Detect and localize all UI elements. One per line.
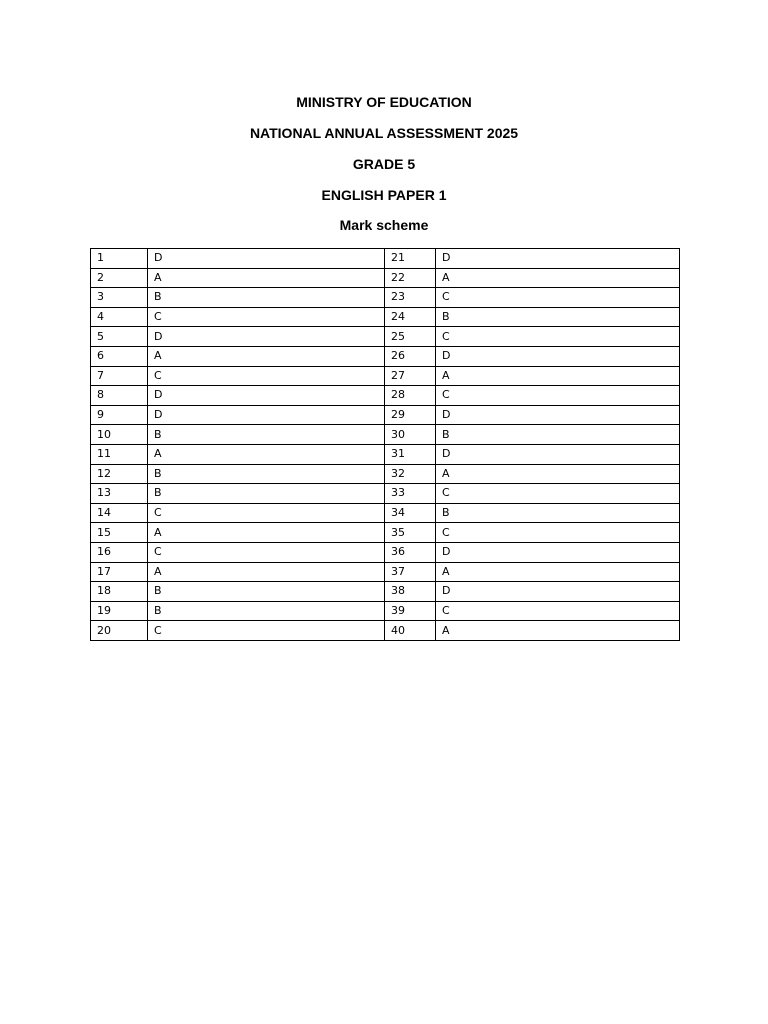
- answer-cell: B: [148, 425, 385, 445]
- answer-cell: D: [436, 346, 680, 366]
- answer-cell: B: [148, 288, 385, 308]
- question-number-cell: 33: [385, 484, 436, 504]
- question-number-cell: 13: [91, 484, 148, 504]
- question-number-cell: 30: [385, 425, 436, 445]
- question-number-cell: 6: [91, 346, 148, 366]
- question-number-cell: 31: [385, 444, 436, 464]
- question-number-cell: 28: [385, 386, 436, 406]
- answer-cell: A: [148, 562, 385, 582]
- answer-cell: C: [148, 542, 385, 562]
- question-number-cell: 32: [385, 464, 436, 484]
- answer-cell: B: [148, 464, 385, 484]
- answer-cell: C: [436, 523, 680, 543]
- question-number-cell: 7: [91, 366, 148, 386]
- table-row: [91, 346, 680, 366]
- answer-cell: A: [436, 621, 680, 641]
- question-number-cell: 24: [385, 307, 436, 327]
- answer-cell: A: [436, 268, 680, 288]
- question-number-cell: 14: [91, 503, 148, 523]
- question-number-cell: 16: [91, 542, 148, 562]
- answer-cell: C: [436, 601, 680, 621]
- answer-cell: B: [436, 307, 680, 327]
- table-row: [91, 582, 680, 602]
- question-number-cell: 1: [91, 249, 148, 269]
- question-number-cell: 17: [91, 562, 148, 582]
- answer-cell: A: [436, 366, 680, 386]
- answer-cell: D: [436, 542, 680, 562]
- answer-cell: C: [148, 621, 385, 641]
- table-row: [91, 464, 680, 484]
- table-row: [91, 386, 680, 406]
- mark-scheme-subtitle: Mark scheme: [339, 217, 429, 233]
- question-number-cell: 8: [91, 386, 148, 406]
- table-row: [91, 484, 680, 504]
- answer-cell: C: [148, 503, 385, 523]
- answer-cell: A: [148, 346, 385, 366]
- answer-cell: D: [148, 386, 385, 406]
- table-row: [91, 268, 680, 288]
- assessment-heading: NATIONAL ANNUAL ASSESSMENT 2025: [249, 125, 519, 141]
- answer-cell: B: [148, 582, 385, 602]
- table-row: [91, 503, 680, 523]
- grade-heading: GRADE 5: [352, 156, 416, 172]
- table-row: [91, 405, 680, 425]
- answer-cell: A: [148, 444, 385, 464]
- answer-cell: B: [148, 601, 385, 621]
- table-row: [91, 307, 680, 327]
- table-row: [91, 523, 680, 543]
- table-row: [91, 327, 680, 347]
- question-number-cell: 38: [385, 582, 436, 602]
- question-number-cell: 26: [385, 346, 436, 366]
- question-number-cell: 23: [385, 288, 436, 308]
- answer-cell: C: [436, 327, 680, 347]
- table-row: [91, 444, 680, 464]
- question-number-cell: 20: [91, 621, 148, 641]
- question-number-cell: 37: [385, 562, 436, 582]
- answer-cell: C: [148, 366, 385, 386]
- mark-scheme-table: [90, 248, 680, 641]
- question-number-cell: 18: [91, 582, 148, 602]
- answer-cell: D: [436, 582, 680, 602]
- question-number-cell: 19: [91, 601, 148, 621]
- answer-cell: C: [436, 386, 680, 406]
- answer-cell: A: [148, 268, 385, 288]
- table-row: [91, 366, 680, 386]
- table-row: [91, 601, 680, 621]
- table-row: [91, 621, 680, 641]
- table-row: [91, 562, 680, 582]
- question-number-cell: 34: [385, 503, 436, 523]
- answer-cell: A: [436, 562, 680, 582]
- answer-cell: C: [148, 307, 385, 327]
- answer-cell: D: [148, 405, 385, 425]
- answer-cell: D: [148, 327, 385, 347]
- question-number-cell: 15: [91, 523, 148, 543]
- answer-cell: D: [436, 405, 680, 425]
- answer-cell: C: [436, 484, 680, 504]
- answer-cell: B: [148, 484, 385, 504]
- question-number-cell: 11: [91, 444, 148, 464]
- table-row: [91, 425, 680, 445]
- table-row: [91, 288, 680, 308]
- table-row: [91, 249, 680, 269]
- mark-scheme-table-body: [91, 249, 680, 641]
- question-number-cell: 29: [385, 405, 436, 425]
- answer-cell: D: [436, 249, 680, 269]
- paper-heading: ENGLISH PAPER 1: [321, 187, 447, 203]
- answer-cell: A: [148, 523, 385, 543]
- question-number-cell: 36: [385, 542, 436, 562]
- question-number-cell: 4: [91, 307, 148, 327]
- ministry-heading: MINISTRY OF EDUCATION: [296, 94, 472, 110]
- answer-cell: B: [436, 425, 680, 445]
- question-number-cell: 27: [385, 366, 436, 386]
- question-number-cell: 40: [385, 621, 436, 641]
- answer-cell: C: [436, 288, 680, 308]
- question-number-cell: 2: [91, 268, 148, 288]
- question-number-cell: 5: [91, 327, 148, 347]
- question-number-cell: 39: [385, 601, 436, 621]
- question-number-cell: 10: [91, 425, 148, 445]
- question-number-cell: 9: [91, 405, 148, 425]
- answer-cell: D: [436, 444, 680, 464]
- question-number-cell: 22: [385, 268, 436, 288]
- table-row: [91, 542, 680, 562]
- answer-cell: A: [436, 464, 680, 484]
- question-number-cell: 25: [385, 327, 436, 347]
- question-number-cell: 21: [385, 249, 436, 269]
- question-number-cell: 12: [91, 464, 148, 484]
- answer-cell: D: [148, 249, 385, 269]
- question-number-cell: 3: [91, 288, 148, 308]
- answer-cell: B: [436, 503, 680, 523]
- question-number-cell: 35: [385, 523, 436, 543]
